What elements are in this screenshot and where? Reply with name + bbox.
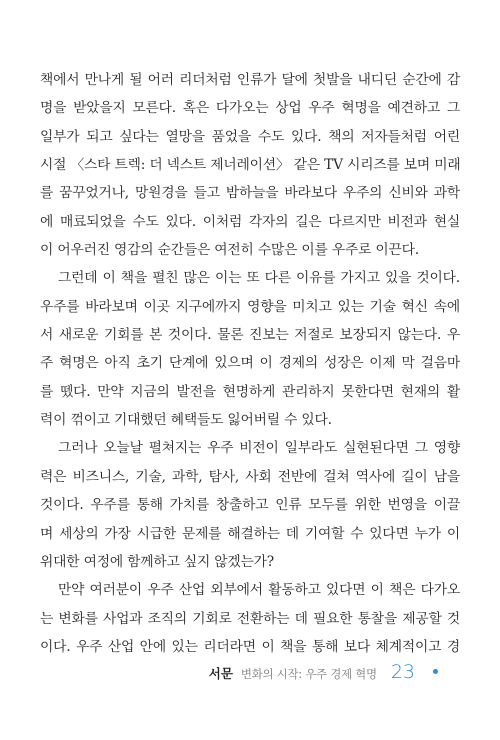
text-line: 이다. 우주 산업 안에 있는 리더라면 이 책을 통해 보다 체계적이고 경 (40, 638, 460, 655)
body-text (40, 66, 460, 661)
text-line: 만약 여러분이 우주 산업 외부에서 활동하고 있다면 이 책은 다가오 (58, 582, 460, 599)
text-line: 는 변화를 사업과 조직의 기회로 전환하는 데 필요한 통찰을 제공할 것 (40, 610, 460, 627)
text-line: 책에서 만나게 될 어러 리더처럼 인류가 달에 첫발을 내디딘 순간에 감 (40, 72, 460, 88)
running-head-title: 변화의 시작: 우주 경제 혁명 (240, 667, 377, 681)
paragraph (40, 264, 460, 434)
text-line: 것이다. 우주를 통해 가치를 창출하고 인류 모두를 위한 번영을 이끌 (40, 497, 460, 514)
bullet-dot-icon (433, 669, 438, 674)
text-line: 일부가 되고 싶다는 열망을 품었을 수도 있다. 책의 저자들처럼 어린 (40, 128, 460, 145)
text-line: 에 매료되었을 수도 있다. 이처럼 각자의 길은 다르지만 비전과 현실 (40, 213, 460, 230)
text-line: 그런데 이 책을 펼친 많은 이는 또 다른 이유를 가지고 있을 것이다. (58, 270, 460, 287)
running-head-section: 서문 (208, 666, 233, 681)
paragraph (40, 576, 460, 661)
text-line: 그러나 오늘날 펼쳐지는 우주 비전이 일부라도 실현된다면 그 영향 (58, 440, 460, 457)
text-line: 주 혁명은 아직 초기 단계에 있으며 이 경제의 성장은 이제 막 걸음마 (40, 355, 460, 372)
text-line: 력이 꺾이고 기대했던 혜택들도 잃어버릴 수 있다. (40, 412, 332, 429)
text-line: 시절 〈스타 트렉: 더 넥스트 제너레이션〉 같은 TV 시리즈를 보며 미래 (40, 157, 461, 174)
paragraph (40, 434, 460, 576)
text-line: 우주를 바라보며 이곳 지구에까지 영향을 미치고 있는 기술 혁신 속에 (40, 298, 460, 315)
page-footer (209, 661, 438, 683)
text-line: 력은 비즈니스, 기술, 과학, 탐사, 사회 전반에 걸쳐 역사에 길이 남을 (40, 468, 460, 485)
text-line: 며 세상의 가장 시급한 문제를 해결하는 데 기여할 수 있다면 누가 이 (40, 525, 460, 542)
page-number: 23 (390, 661, 415, 683)
paragraph (40, 66, 460, 264)
text-line: 를 뗐다. 만약 지금의 발전을 현명하게 관리하지 못한다면 현재의 활 (40, 383, 460, 400)
text-line: 서 새로운 기회를 본 것이다. 물론 진보는 저절로 보장되지 않는다. 우 (40, 327, 460, 344)
text-line: 를 꿈꾸었거나, 망원경을 들고 밤하늘을 바라보다 우주의 신비와 과학 (40, 185, 460, 202)
text-line: 이 어우러진 영감의 순간들은 여전히 수많은 이를 우주로 이끈다. (40, 242, 419, 259)
text-line: 명을 받았을지 모른다. 혹은 다가오는 상업 우주 혁명을 예견하고 그 (40, 100, 460, 117)
text-line: 위대한 여정에 함께하고 싶지 않겠는가? (40, 553, 274, 570)
